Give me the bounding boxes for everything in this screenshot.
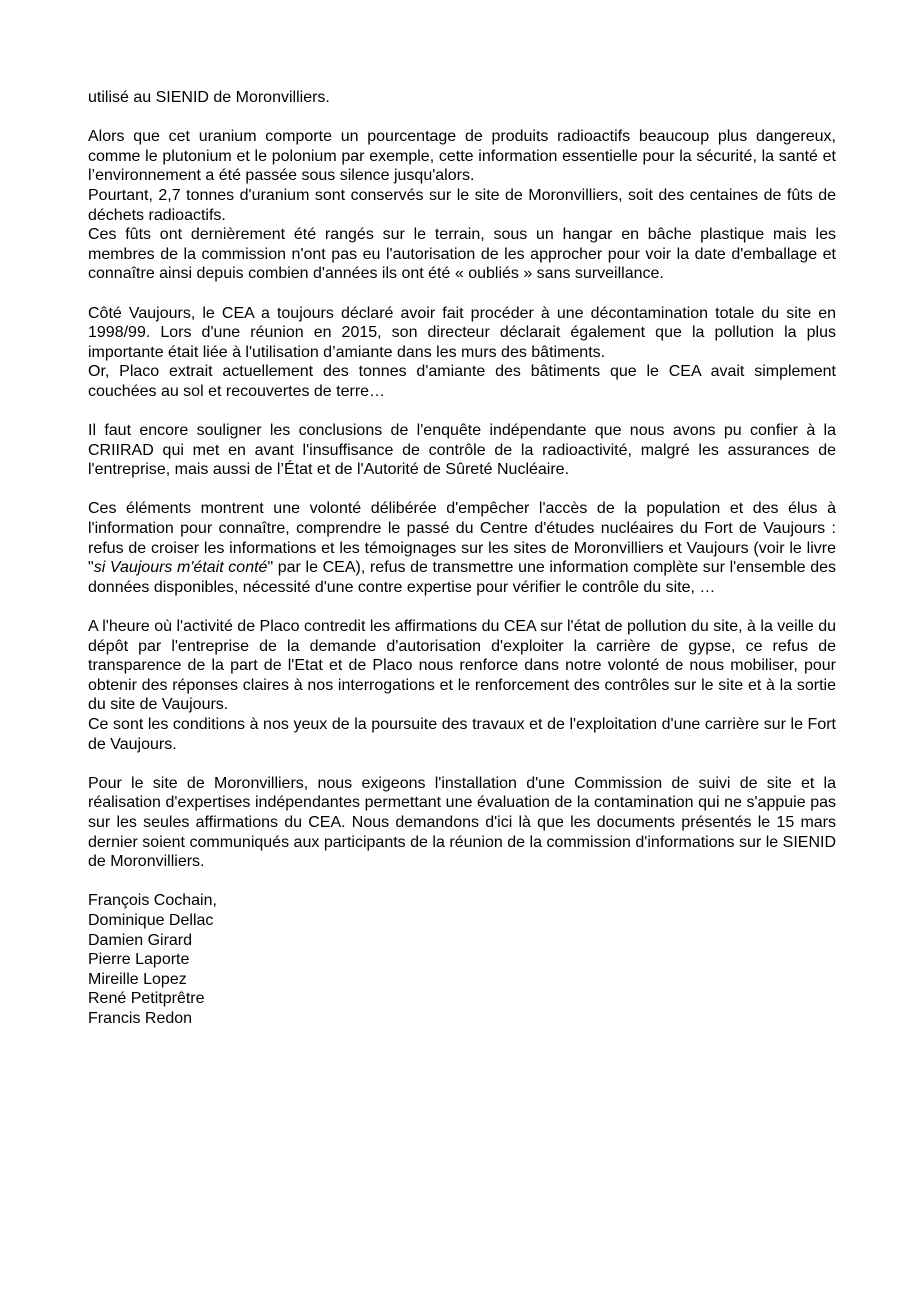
paragraph-text-after-italic: " par le CEA), refus de transmettre une information complète sur l'ensemble des données disponibles, nécessité d'une contre expertise pour vérifier le contrôle du site, … — [88, 559, 836, 596]
signatory: Dominique Dellac — [88, 911, 214, 929]
intro-line — [88, 88, 836, 108]
paragraph-uranium — [88, 127, 836, 284]
signatory: Mireille Lopez — [88, 970, 187, 988]
signatory: Francis Redon — [88, 1009, 193, 1027]
paragraph-text: A l'heure où l'activité de Placo contredit les affirmations du CEA sur l'état de pollution du site, à la veille du dépôt par l'entreprise de la demande d'autorisation d'exploiter la carrière de gypse, ce refus de transparence de la part de l'Etat et de Placo nous renforce dans notre volonté de nous mobiliser, pour obtenir des réponses claires à nos interrogations et le renforcement des contrôles sur le site et à la sortie du site de Vaujours. — [88, 618, 836, 714]
signatory: François Cochain, — [88, 892, 217, 910]
signatory: Pierre Laporte — [88, 951, 190, 969]
paragraph-gap — [88, 754, 836, 774]
paragraph-gap — [88, 480, 836, 500]
book-title: si Vaujours m'était conté — [93, 559, 268, 577]
paragraph-moronvilliers — [88, 774, 836, 872]
paragraph-text: Or, Placo extrait actuellement des tonnes d'amiante des bâtiments que le CEA avait simplement couchées au sol et recouvertes de terre… — [88, 363, 836, 400]
intro-text: utilisé au SIENID de Moronvilliers. — [88, 89, 330, 106]
paragraph-text-before-italic: Ces éléments montrent une volonté délibérée d'empêcher l'accès de la population et des élus à l'information pour connaître, comprendre le passé du Centre d'études nucléaires du Fort de Vaujours : refus de croiser les informations et les témoignages sur les sites de Moronvilliers et Vaujours (voir le livre " — [88, 500, 836, 577]
paragraph-gap — [88, 108, 836, 128]
paragraph-gap — [88, 284, 836, 304]
paragraph-gap — [88, 872, 836, 892]
paragraph-elements — [88, 499, 836, 597]
signatory: Damien Girard — [88, 931, 193, 949]
paragraph-text — [88, 499, 836, 597]
document-page — [88, 88, 836, 1029]
paragraph-text: Ce sont les conditions à nos yeux de la poursuite des travaux et de l'exploitation d'une carrière sur le Fort de Vaujours. — [88, 716, 836, 753]
paragraph-text: Pour le site de Moronvilliers, nous exigeons l'installation d'une Commission de suivi de site et la réalisation d'expertises indépendantes permettant une évaluation de la contamination qui ne s'appuie pas sur les seules affirmations du CEA. Nous demandons d'ici là que les documents présentés le 15 mars dernier soient communiqués aux participants de la réunion de la commission d'informations sur le SIENID de Moronvilliers. — [88, 774, 836, 871]
paragraph-text: Ces fûts ont dernièrement été rangés sur le terrain, sous un hangar en bâche plastique mais les membres de la commission n'ont pas eu l'autorisation de les approcher pour voir la date d'emballage et connaître ainsi depuis combien d'années ils ont été « oubliés » sans surveillance. — [88, 226, 836, 283]
paragraph-text: Alors que cet uranium comporte un pourcentage de produits radioactifs beaucoup plus dangereux, comme le plutonium et le polonium par exemple, cette information essentielle pour la sécurité, la santé et l’environnement a été passée sous silence jusqu'alors. — [88, 128, 836, 185]
paragraph-placo — [88, 617, 836, 754]
signatories-list — [88, 891, 836, 1028]
paragraph-vaujours — [88, 304, 836, 402]
paragraph-text: Côté Vaujours, le CEA a toujours déclaré avoir fait procéder à une décontamination totale du site en 1998/99. Lors d'une réunion en 2015, son directeur déclarait également que la pollution la plus importante était liée à l'utilisation d’amiante dans les murs des bâtiments. — [88, 304, 836, 361]
paragraph-text: Il faut encore souligner les conclusions de l'enquête indépendante que nous avons pu confier à la CRIIRAD qui met en avant l'insuffisance de contrôle de la radioactivité, malgré les assurances de l'entreprise, mais aussi de l’État et de l'Autorité de Sûreté Nucléaire. — [88, 422, 836, 479]
paragraph-criirad — [88, 421, 836, 480]
signatory: René Petitprêtre — [88, 990, 205, 1008]
paragraph-text: Pourtant, 2,7 tonnes d'uranium sont conservés sur le site de Moronvilliers, soit des centaines de fûts de déchets radioactifs. — [88, 186, 836, 224]
paragraph-gap — [88, 402, 836, 422]
paragraph-gap — [88, 597, 836, 617]
